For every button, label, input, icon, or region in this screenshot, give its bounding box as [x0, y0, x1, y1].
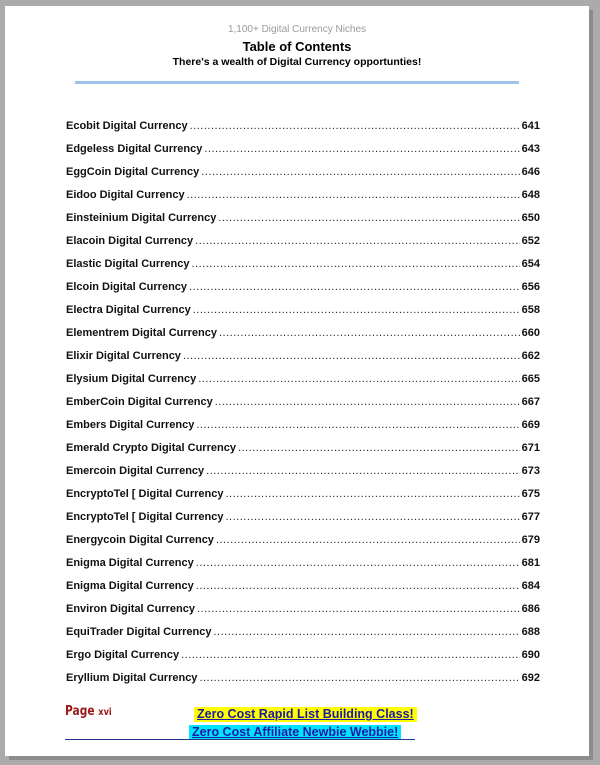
toc-entry-title: Enigma Digital Currency — [66, 580, 194, 592]
toc-entry-title: EggCoin Digital Currency — [66, 166, 200, 178]
toc-entry-page: 681 — [521, 557, 540, 569]
page-number: xvi — [98, 707, 112, 718]
toc-entry-page: 669 — [521, 419, 540, 431]
toc-dot-leader — [206, 465, 519, 477]
toc-dot-leader — [198, 373, 519, 385]
toc-dot-leader — [201, 166, 519, 178]
toc-entry-page: 673 — [521, 465, 540, 477]
toc-dot-leader — [215, 396, 520, 408]
toc-entry-title: Elastic Digital Currency — [66, 258, 190, 270]
toc-entry-page: 658 — [521, 304, 540, 316]
toc-entry[interactable] — [66, 189, 540, 212]
toc-entry-title: Embers Digital Currency — [66, 419, 195, 431]
toc-dot-leader — [181, 649, 520, 661]
toc-dot-leader — [226, 488, 520, 500]
toc-dot-leader — [197, 603, 520, 615]
toc-dot-leader — [219, 327, 520, 339]
toc-dot-leader — [226, 511, 520, 523]
toc-dot-leader — [195, 235, 519, 247]
toc-entry-page: 662 — [521, 350, 540, 362]
toc-entry[interactable] — [66, 442, 540, 465]
toc-entry[interactable] — [66, 557, 540, 580]
toc-entry[interactable] — [66, 649, 540, 672]
toc-entry[interactable] — [66, 603, 540, 626]
toc-entry-title: Elcoin Digital Currency — [66, 281, 188, 293]
toc-entry-page: 641 — [521, 120, 540, 132]
toc-entry[interactable] — [66, 373, 540, 396]
toc-entry-title: Enigma Digital Currency — [66, 557, 194, 569]
toc-entry-page: 665 — [521, 373, 540, 385]
page-header — [5, 23, 589, 69]
toc-entry-title: Eidoo Digital Currency — [66, 189, 185, 201]
toc-entry[interactable] — [66, 143, 540, 166]
toc-dot-leader — [238, 442, 520, 454]
toc-entry-title: Emerald Crypto Digital Currency — [66, 442, 236, 454]
toc-entry[interactable] — [66, 580, 540, 603]
toc-dot-leader — [196, 419, 519, 431]
toc-entry-page: 690 — [521, 649, 540, 661]
toc-entry-page: 652 — [521, 235, 540, 247]
toc-dot-leader — [199, 672, 519, 684]
toc-entry-page: 686 — [521, 603, 540, 615]
list-building-link[interactable]: Zero Cost Rapid List Building Class! — [194, 707, 417, 722]
toc-dot-leader — [192, 258, 520, 270]
toc-dot-leader — [196, 557, 520, 569]
toc-entry[interactable] — [66, 304, 540, 327]
toc-entry[interactable] — [66, 626, 540, 649]
toc-entry-title: EncryptoTel [ Digital Currency — [66, 511, 224, 523]
toc-entry-page: 675 — [521, 488, 540, 500]
toc-entry-page: 656 — [521, 281, 540, 293]
toc-entry-page: 648 — [521, 189, 540, 201]
toc-entry[interactable] — [66, 534, 540, 557]
header-subtitle: 1,100+ Digital Currency Niches — [227, 24, 367, 35]
toc-entry-page: 671 — [521, 442, 540, 454]
toc-entry[interactable] — [66, 327, 540, 350]
toc-entry[interactable] — [66, 465, 540, 488]
toc-entry-title: Elixir Digital Currency — [66, 350, 181, 362]
toc-entry[interactable] — [66, 258, 540, 281]
page-word: Page — [65, 704, 95, 719]
toc-entry-title: Einsteinium Digital Currency — [66, 212, 217, 224]
toc-entry-page: 692 — [521, 672, 540, 684]
affiliate-webbie-link[interactable]: Zero Cost Affiliate Newbie Webbie! — [189, 725, 401, 740]
toc-entry-page: 684 — [521, 580, 540, 592]
toc-entry-title: EquiTrader Digital Currency — [66, 626, 212, 638]
toc-entry-page: 667 — [521, 396, 540, 408]
toc-entry-title: Emercoin Digital Currency — [66, 465, 205, 477]
toc-dot-leader — [213, 626, 519, 638]
toc-dot-leader — [187, 189, 520, 201]
toc-entry[interactable] — [66, 672, 540, 695]
toc-entry[interactable] — [66, 419, 540, 442]
toc-dot-leader — [204, 143, 519, 155]
toc-entry-title: EmberCoin Digital Currency — [66, 396, 213, 408]
toc-dot-leader — [218, 212, 519, 224]
table-of-contents — [66, 120, 540, 695]
toc-dot-leader — [193, 304, 520, 316]
header-tagline: There's a wealth of Digital Currency opportunties! — [172, 56, 422, 68]
toc-entry[interactable] — [66, 212, 540, 235]
toc-dot-leader — [190, 120, 520, 132]
toc-entry-page: 643 — [521, 143, 540, 155]
toc-entry[interactable] — [66, 511, 540, 534]
toc-entry[interactable] — [66, 235, 540, 258]
toc-entry[interactable] — [66, 350, 540, 373]
page-title: Table of Contents — [242, 39, 352, 54]
toc-entry[interactable] — [66, 396, 540, 419]
page-number-label — [65, 704, 112, 719]
toc-entry-page: 688 — [521, 626, 540, 638]
toc-entry-title: Ergo Digital Currency — [66, 649, 180, 661]
toc-entry[interactable] — [66, 166, 540, 189]
document-page — [5, 6, 589, 756]
toc-dot-leader — [189, 281, 520, 293]
toc-entry-page: 677 — [521, 511, 540, 523]
toc-entry[interactable] — [66, 488, 540, 511]
header-divider — [75, 81, 519, 84]
toc-entry-page: 650 — [521, 212, 540, 224]
toc-dot-leader — [196, 580, 520, 592]
toc-entry-title: Environ Digital Currency — [66, 603, 195, 615]
toc-entry-title: Edgeless Digital Currency — [66, 143, 203, 155]
toc-dot-leader — [216, 534, 520, 546]
toc-entry-title: Energycoin Digital Currency — [66, 534, 214, 546]
toc-entry-title: Elacoin Digital Currency — [66, 235, 194, 247]
toc-dot-leader — [183, 350, 520, 362]
toc-entry-page: 654 — [521, 258, 540, 270]
toc-entry-page: 679 — [521, 534, 540, 546]
toc-entry-title: Ecobit Digital Currency — [66, 120, 188, 132]
toc-entry[interactable] — [66, 120, 540, 143]
toc-entry[interactable] — [66, 281, 540, 304]
toc-entry-page: 646 — [521, 166, 540, 178]
toc-entry-title: EncryptoTel [ Digital Currency — [66, 488, 224, 500]
toc-entry-title: Elysium Digital Currency — [66, 373, 197, 385]
toc-entry-title: Elementrem Digital Currency — [66, 327, 217, 339]
toc-entry-title: Eryllium Digital Currency — [66, 672, 198, 684]
toc-entry-page: 660 — [521, 327, 540, 339]
footer-divider — [65, 739, 415, 740]
toc-entry-title: Electra Digital Currency — [66, 304, 191, 316]
